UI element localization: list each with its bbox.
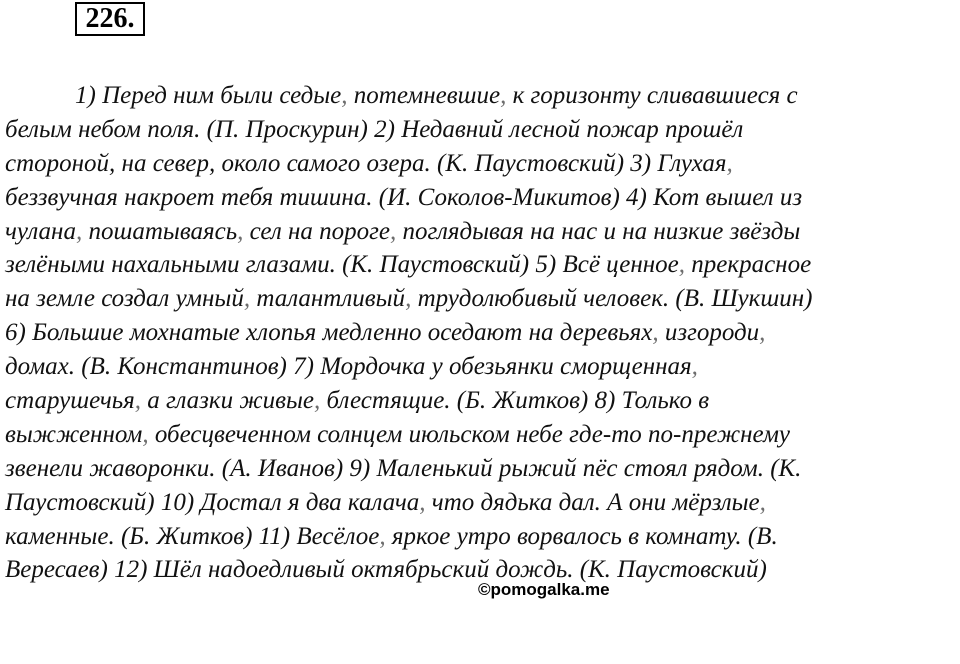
text-line <box>5 452 960 486</box>
highlighted-comma: , <box>390 217 397 245</box>
text-segment: яркое утро ворвалось в комнату. (В. <box>385 522 778 550</box>
text-segment: звенели жаворонки. (А. Иванов) 9) Маленький рыжий пёс стоял рядом. (К. <box>5 454 802 482</box>
text-segment: трудолюбивый человек. (В. Шукшин) <box>411 285 813 313</box>
text-segment: сел на пороге <box>243 217 391 245</box>
text-line <box>5 350 960 384</box>
highlighted-comma: , <box>759 319 766 347</box>
text-line <box>5 147 960 181</box>
text-line <box>5 215 960 249</box>
text-line <box>5 520 960 554</box>
text-line <box>5 486 960 520</box>
text-line <box>5 316 960 350</box>
text-segment: белым небом поля. (П. Проскурин) 2) Недавний лесной пожар прошёл <box>5 115 744 143</box>
text-segment: выжженном <box>5 420 143 448</box>
text-segment: чулана <box>5 217 76 245</box>
text-line <box>5 113 960 147</box>
text-segment: стороной, на север, около самого озера. (К. Паустовский) 3) Глухая <box>5 149 727 177</box>
highlighted-comma: , <box>652 319 659 347</box>
text-segment: талантливый <box>250 285 406 313</box>
text-line <box>5 248 960 282</box>
highlighted-comma: , <box>314 387 321 415</box>
highlighted-comma: , <box>134 387 142 415</box>
highlighted-comma: , <box>759 488 766 516</box>
exercise-number: 226. <box>75 2 145 36</box>
text-segment: что дядька дал. А они мёрзлые <box>425 488 760 516</box>
text-segment: блестящие. (Б. Житков) 8) Только в <box>320 387 710 415</box>
exercise-text <box>5 79 960 587</box>
text-segment: старушечья <box>5 387 135 415</box>
text-segment: прекрасное <box>685 251 812 279</box>
text-segment: поглядывая на нас и на низкие звёзды <box>396 217 801 245</box>
text-segment: домах. (В. Константинов) 7) Мордочка у обезьянки сморщенная <box>5 353 692 381</box>
text-line <box>5 384 960 418</box>
highlighted-comma: , <box>500 82 507 109</box>
highlighted-comma: , <box>341 82 348 109</box>
highlighted-comma: , <box>405 285 412 313</box>
text-segment: изгороди <box>658 319 760 347</box>
text-segment: 6) Большие мохнатые хлопья медленно оседают на деревьях <box>5 319 653 347</box>
highlighted-comma: , <box>243 285 251 313</box>
text-segment: потемневшие <box>347 82 501 109</box>
highlighted-comma: , <box>142 420 149 448</box>
text-segment: Паустовский) 10) Достал я два калача <box>5 488 420 516</box>
highlighted-comma: , <box>419 488 426 516</box>
highlighted-comma: , <box>237 217 244 245</box>
text-segment: к горизонту сливавшиеся с <box>506 82 798 109</box>
text-segment: каменные. (Б. Житков) 11) Весёлое <box>5 522 380 550</box>
text-segment: Вересаев) 12) Шёл надоедливый октябрьский дождь. (К. Паустовский) <box>5 556 767 584</box>
highlighted-comma: , <box>726 149 733 177</box>
text-segment: обесцвеченном солнцем июльском небе где-то по-прежнему <box>148 420 791 448</box>
text-segment: 1) Перед ним были седые <box>75 82 342 109</box>
text-line <box>5 181 960 215</box>
text-line <box>5 418 960 452</box>
watermark: ©pomogalka.me <box>478 580 610 599</box>
text-segment: зелёными нахальными глазами. (К. Паустовский) 5) Всё ценное <box>5 251 679 279</box>
text-segment: на земле создал умный <box>5 285 244 313</box>
highlighted-comma: , <box>379 522 386 550</box>
text-segment: беззвучная накроет тебя тишина. (И. Соколов-Микитов) 4) Кот вышел из <box>5 183 803 211</box>
highlighted-comma: , <box>678 251 686 279</box>
text-line <box>5 79 960 113</box>
highlighted-comma: , <box>691 353 698 381</box>
text-segment: а глазки живые <box>141 387 315 415</box>
text-segment: пошатываясь <box>82 217 238 245</box>
text-line <box>5 282 960 316</box>
highlighted-comma: , <box>75 217 83 245</box>
